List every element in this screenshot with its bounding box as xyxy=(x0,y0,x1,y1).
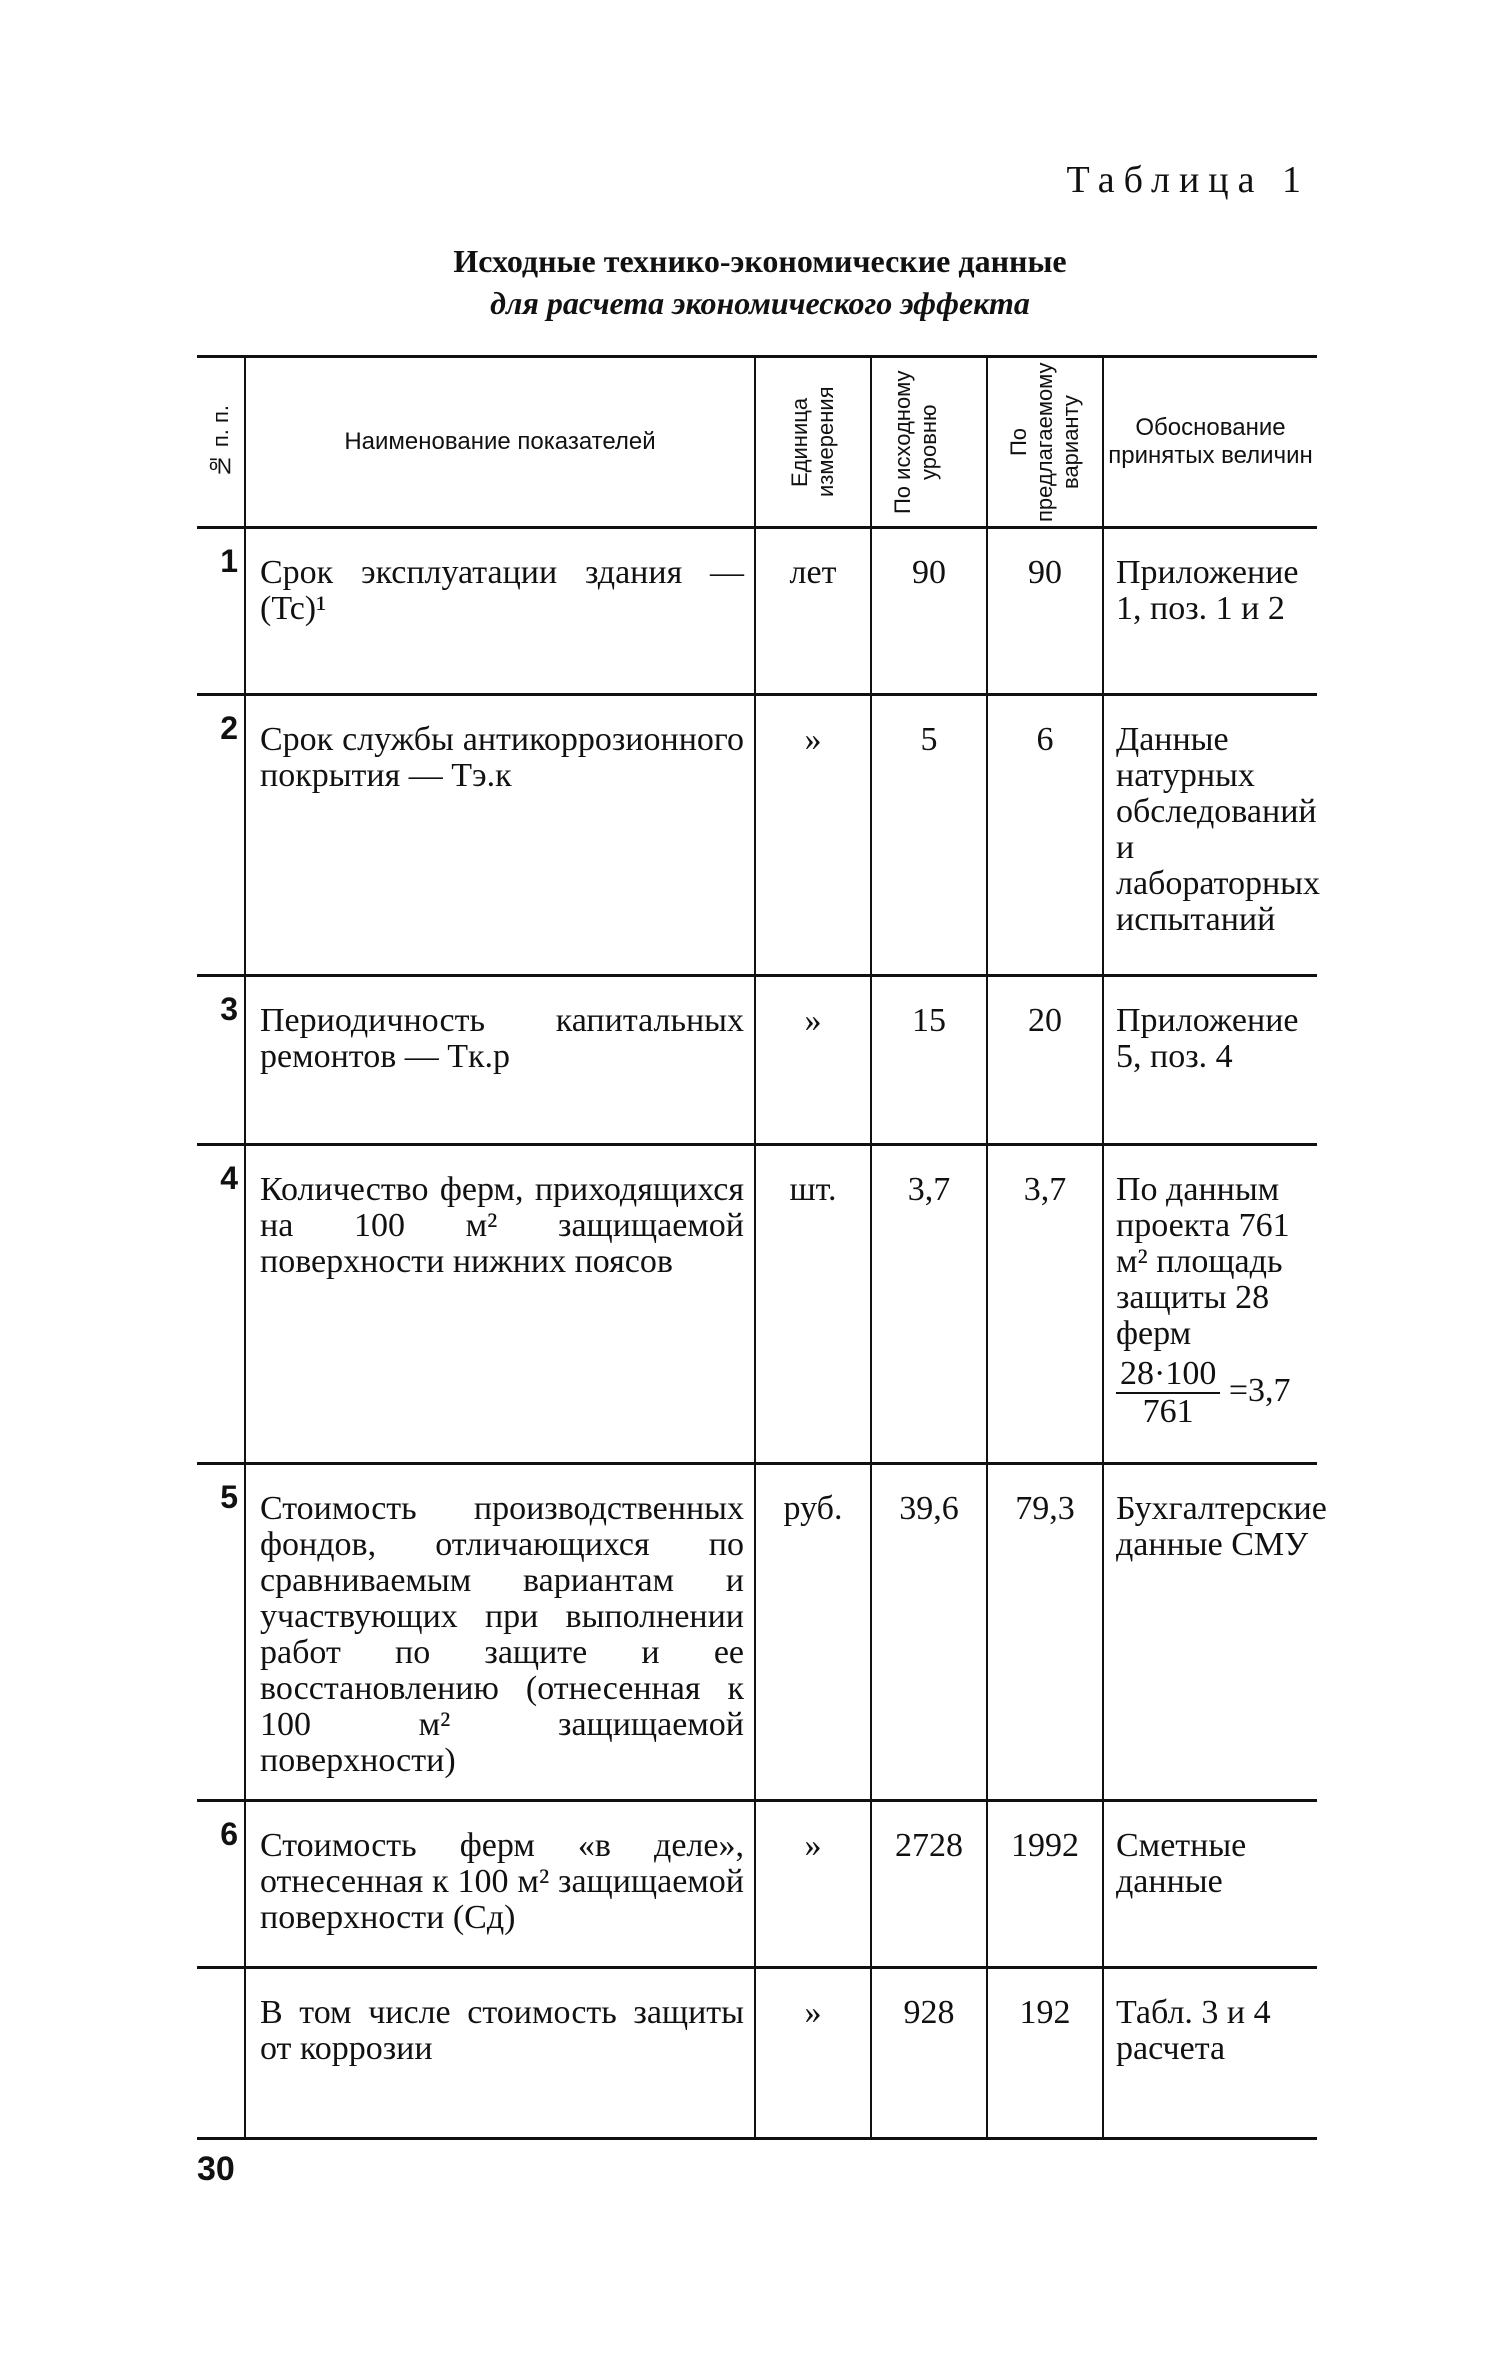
page-number: 30 xyxy=(197,2150,235,2188)
cell-proposed: 6 xyxy=(987,695,1103,976)
cell-num: 4 xyxy=(197,1145,245,1464)
cell-unit: » xyxy=(755,1968,871,2139)
table-caption: Таблица 1 xyxy=(1066,159,1310,201)
cell-basis xyxy=(1103,1145,1317,1464)
cell-name: Срок эксплуатации здания — (Tc)¹ xyxy=(245,528,755,695)
data-table-wrapper xyxy=(197,355,1327,2140)
cell-unit: шт. xyxy=(755,1145,871,1464)
cell-name: Срок службы антикоррозионного покрытия — Tэ.к xyxy=(245,695,755,976)
cell-num: 1 xyxy=(197,528,245,695)
cell-base: 3,7 xyxy=(871,1145,987,1464)
cell-proposed: 20 xyxy=(987,976,1103,1145)
table-row xyxy=(197,1464,1317,1801)
cell-base: 15 xyxy=(871,976,987,1145)
table-row xyxy=(197,1145,1317,1464)
basis-text: По данным проекта 761 м² площадь защиты 28 ферм xyxy=(1116,1171,1290,1352)
cell-base: 5 xyxy=(871,695,987,976)
cell-proposed: 1992 xyxy=(987,1801,1103,1968)
header-name: Наименование показателей xyxy=(245,357,755,528)
header-proposed: По предлагаемому варианту xyxy=(987,357,1103,528)
table-row xyxy=(197,1801,1317,1968)
cell-unit: руб. xyxy=(755,1464,871,1801)
table-title xyxy=(0,240,1500,324)
cell-name: Количество ферм, приходящихся на 100 м² защищаемой поверхности нижних поясов xyxy=(245,1145,755,1464)
header-unit: Единица измерения xyxy=(755,357,871,528)
table-row xyxy=(197,695,1317,976)
cell-unit: » xyxy=(755,1801,871,1968)
cell-name: Стоимость ферм «в деле», отнесенная к 100 м² защищаемой поверхности (Cд) xyxy=(245,1801,755,1968)
cell-name: В том числе стоимость защиты от коррозии xyxy=(245,1968,755,2139)
cell-name: Периодичность капитальных ремонтов — Tк.р xyxy=(245,976,755,1145)
cell-basis: Приложение 1, поз. 1 и 2 xyxy=(1103,528,1317,695)
header-num: № п. п. xyxy=(197,357,245,528)
cell-num: 6 xyxy=(197,1801,245,1968)
cell-basis: Бухгалтерские данные СМУ xyxy=(1103,1464,1317,1801)
cell-unit: » xyxy=(755,695,871,976)
table-row xyxy=(197,976,1317,1145)
header-base: По исходному уровню xyxy=(871,357,987,528)
cell-basis: Сметные данные xyxy=(1103,1801,1317,1968)
fraction-denominator: 761 xyxy=(1142,1393,1194,1430)
header-basis: Обоснование принятых величин xyxy=(1103,357,1317,528)
cell-num: 2 xyxy=(197,695,245,976)
cell-unit: » xyxy=(755,976,871,1145)
basis-formula xyxy=(1116,1356,1317,1430)
cell-proposed: 79,3 xyxy=(987,1464,1103,1801)
title-line-2: для расчета экономического эффекта xyxy=(490,285,1030,321)
cell-unit: лет xyxy=(755,528,871,695)
cell-basis: Данные натурных обследований и лабораторных испытаний xyxy=(1103,695,1317,976)
header-row xyxy=(197,357,1317,528)
cell-proposed: 192 xyxy=(987,1968,1103,2139)
cell-base: 39,6 xyxy=(871,1464,987,1801)
fraction xyxy=(1116,1356,1220,1430)
cell-base: 90 xyxy=(871,528,987,695)
cell-proposed: 90 xyxy=(987,528,1103,695)
cell-basis: Табл. 3 и 4 расчета xyxy=(1103,1968,1317,2139)
title-line-1: Исходные технико-экономические данные xyxy=(453,243,1067,279)
table-row xyxy=(197,528,1317,695)
fraction-result: =3,7 xyxy=(1228,1371,1291,1409)
cell-name: Стоимость производственных фондов, отличающихся по сравниваемым вариантам и участвующих при выполнении работ по защите и ее восстановлению (отнесенная к 100 м² защищаемой поверхности) xyxy=(245,1464,755,1801)
data-table xyxy=(197,355,1327,2140)
table-row xyxy=(197,1968,1317,2139)
cell-base: 928 xyxy=(871,1968,987,2139)
cell-proposed: 3,7 xyxy=(987,1145,1103,1464)
cell-num: 3 xyxy=(197,976,245,1145)
fraction-numerator: 28·100 xyxy=(1116,1356,1220,1394)
cell-basis: Приложение 5, поз. 4 xyxy=(1103,976,1317,1145)
cell-num: 5 xyxy=(197,1464,245,1801)
cell-num xyxy=(197,1968,245,2139)
cell-base: 2728 xyxy=(871,1801,987,1968)
